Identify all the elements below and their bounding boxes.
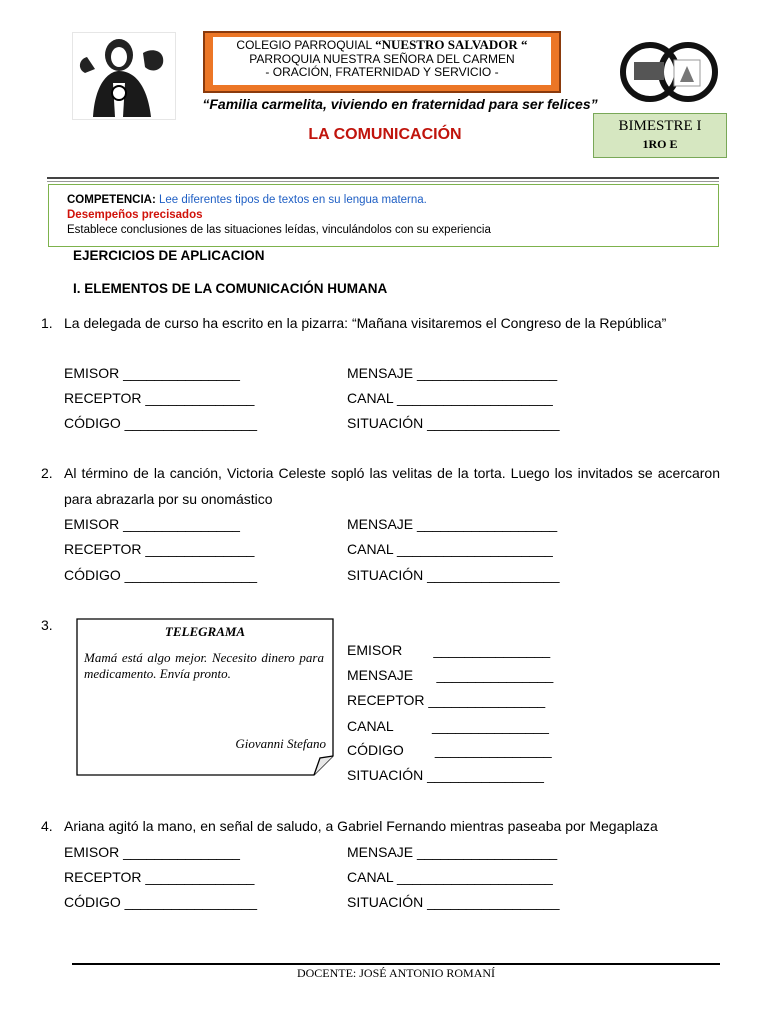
q2-emisor: EMISOR _______________ bbox=[64, 516, 240, 532]
school-logo-saint bbox=[72, 32, 176, 120]
q2-text: Al término de la canción, Victoria Celeste sopló las velitas de la torta. Luego los invitados se acercaron para abrazarla por su onomástico bbox=[64, 465, 720, 507]
footer-docente: DOCENTE: JOSÉ ANTONIO ROMANÍ bbox=[296, 966, 496, 980]
section-ejercicios: EJERCICIOS DE APLICACION bbox=[73, 248, 265, 263]
q3-canal: CANAL _______________ bbox=[347, 718, 549, 734]
q4-text: Ariana agitó la mano, en señal de saludo, a Gabriel Fernando mientras paseaba por Megaplaza bbox=[64, 818, 658, 834]
q3-receptor: RECEPTOR _______________ bbox=[347, 692, 546, 708]
q4-emisor: EMISOR _______________ bbox=[64, 844, 240, 860]
school-header-text bbox=[213, 37, 551, 85]
grade-label: 1RO E bbox=[642, 137, 678, 151]
q2-number: 2. bbox=[41, 465, 53, 481]
desempenos-label: Desempeños precisados bbox=[67, 209, 203, 221]
header-divider bbox=[47, 177, 719, 179]
school-name: “NUESTRO SALVADOR “ bbox=[375, 37, 528, 52]
q2-receptor: RECEPTOR ______________ bbox=[64, 541, 255, 557]
telegram-body: Mamá está algo mejor. Necesito dinero para medicamento. Envía pronto. bbox=[84, 650, 324, 681]
q3-situacion: SITUACIÓN _______________ bbox=[347, 767, 544, 783]
q2-canal: CANAL ____________________ bbox=[347, 541, 553, 557]
bimestre-label: BIMESTRE I bbox=[618, 118, 702, 134]
bimestre-badge bbox=[593, 113, 727, 158]
q1-receptor: RECEPTOR ______________ bbox=[64, 390, 255, 406]
q3-codigo: CÓDIGO _______________ bbox=[347, 742, 552, 758]
q1-text: La delegada de curso ha escrito en la pizarra: “Mañana visitaremos el Congreso de la República” bbox=[64, 315, 667, 331]
competencia-box bbox=[48, 184, 719, 247]
desempeno-text: Establece conclusiones de las situaciones leídas, vinculándolos con su experiencia bbox=[67, 224, 491, 236]
page-title: LA COMUNICACIÓN bbox=[308, 126, 462, 143]
competencia-text: Lee diferentes tipos de textos en su lengua materna. bbox=[159, 194, 427, 206]
q4-number: 4. bbox=[41, 818, 53, 834]
school-prefix: COLEGIO PARROQUIAL bbox=[236, 38, 376, 52]
q1-mensaje: MENSAJE __________________ bbox=[347, 365, 558, 381]
q4-mensaje: MENSAJE __________________ bbox=[347, 844, 558, 860]
q4-canal: CANAL ____________________ bbox=[347, 869, 553, 885]
parish-name: PARROQUIA NUESTRA SEÑORA DEL CARMEN bbox=[249, 51, 515, 66]
q1-emisor: EMISOR _______________ bbox=[64, 365, 240, 381]
q2-mensaje: MENSAJE __________________ bbox=[347, 516, 558, 532]
q1-number: 1. bbox=[41, 315, 53, 331]
telegram-signature: Giovanni Stefano bbox=[235, 736, 326, 751]
q4-receptor: RECEPTOR ______________ bbox=[64, 869, 255, 885]
school-header-box bbox=[203, 31, 561, 93]
competencia-label: COMPETENCIA: bbox=[67, 194, 159, 206]
header-divider-thin bbox=[47, 181, 719, 182]
q2-situacion: SITUACIÓN _________________ bbox=[347, 567, 560, 583]
q1-codigo: CÓDIGO _________________ bbox=[64, 415, 258, 431]
q1-canal: CANAL ____________________ bbox=[347, 390, 553, 406]
section-elementos: I. ELEMENTOS DE LA COMUNICACIÓN HUMANA bbox=[73, 281, 388, 296]
telegram-card bbox=[76, 618, 334, 776]
q1-situacion: SITUACIÓN _________________ bbox=[347, 415, 560, 431]
school-emblem bbox=[620, 32, 720, 112]
q3-mensaje: MENSAJE _______________ bbox=[347, 667, 554, 683]
telegram-title: TELEGRAMA bbox=[164, 624, 246, 639]
q3-number: 3. bbox=[41, 617, 53, 633]
school-motto: “Familia carmelita, viviendo en fraternidad para ser felices” bbox=[202, 96, 598, 112]
q3-emisor: EMISOR _______________ bbox=[347, 642, 551, 658]
footer-divider bbox=[72, 963, 720, 965]
q4-codigo: CÓDIGO _________________ bbox=[64, 894, 258, 910]
school-values: - ORACIÓN, FRATERNIDAD Y SERVICIO - bbox=[265, 65, 499, 79]
q4-situacion: SITUACIÓN _________________ bbox=[347, 894, 560, 910]
telegram-card-outline bbox=[76, 618, 334, 776]
q2-codigo: CÓDIGO _________________ bbox=[64, 567, 258, 583]
